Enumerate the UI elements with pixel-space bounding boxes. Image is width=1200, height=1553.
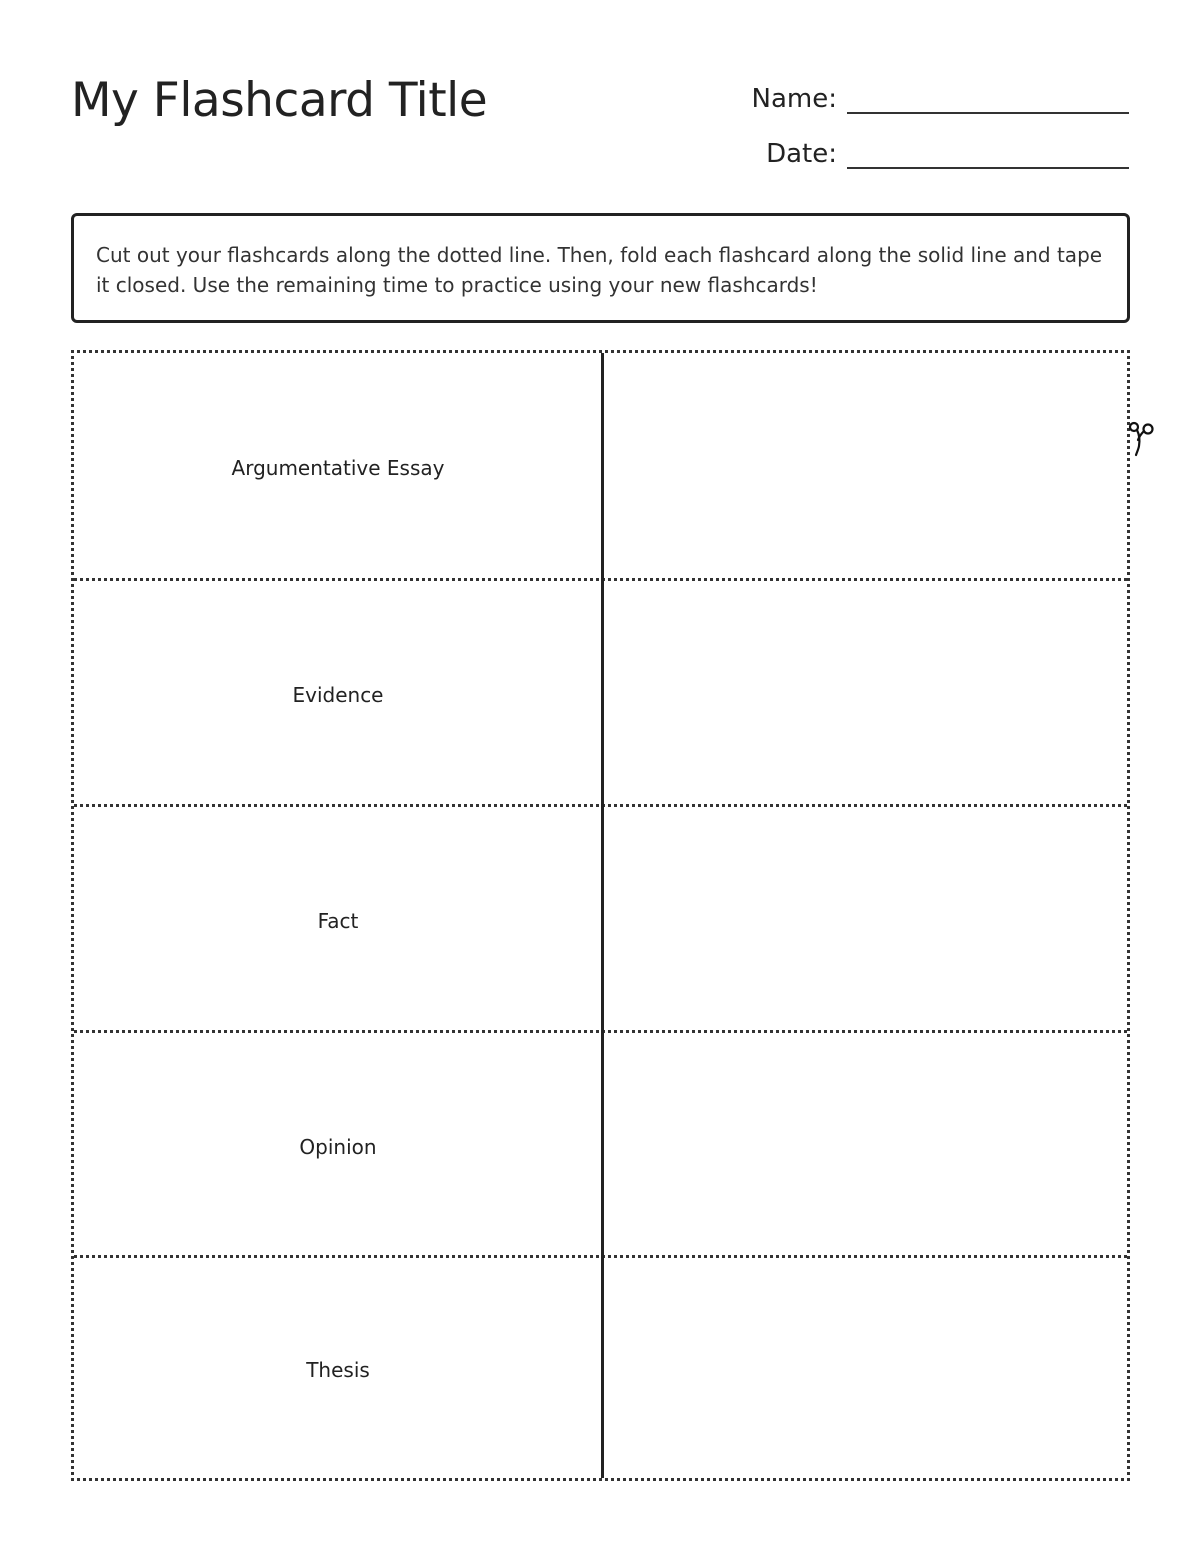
name-line[interactable]: [847, 112, 1129, 114]
flashcard-back: [602, 353, 1127, 579]
scissors-icon: [1124, 418, 1158, 458]
flashcard-front: [74, 1258, 602, 1478]
name-label: Name:: [751, 84, 837, 114]
date-label: Date:: [766, 139, 837, 169]
flashcard-term: Opinion: [299, 1134, 377, 1159]
flashcard-back: [602, 807, 1127, 1030]
flashcard-back: [602, 1033, 1127, 1256]
fold-line: [601, 353, 604, 1478]
instructions-text: Cut out your flashcards along the dotted line. Then, fold each flashcard along the solid line and tape it closed. Use the remaining time to practice using your new flashcards!: [96, 243, 1103, 297]
flashcard-front: [74, 1033, 602, 1256]
flashcard-back: [602, 581, 1127, 804]
flashcard-term: Argumentative Essay: [231, 456, 445, 480]
flashcard-grid: [71, 350, 1130, 1481]
flashcard-front: [74, 581, 602, 804]
flashcard-front: [74, 807, 602, 1030]
name-field: [752, 76, 1129, 116]
flashcard-term: Thesis: [306, 1358, 370, 1382]
flashcard-term: Evidence: [292, 682, 384, 707]
flashcard-back: [602, 1258, 1127, 1478]
flashcard-front: [74, 353, 602, 579]
flashcard-term: Fact: [317, 908, 359, 933]
instructions-box: [71, 213, 1130, 323]
date-line[interactable]: [847, 167, 1129, 169]
page-title: My Flashcard Title: [71, 73, 488, 128]
date-field: [766, 131, 1129, 171]
